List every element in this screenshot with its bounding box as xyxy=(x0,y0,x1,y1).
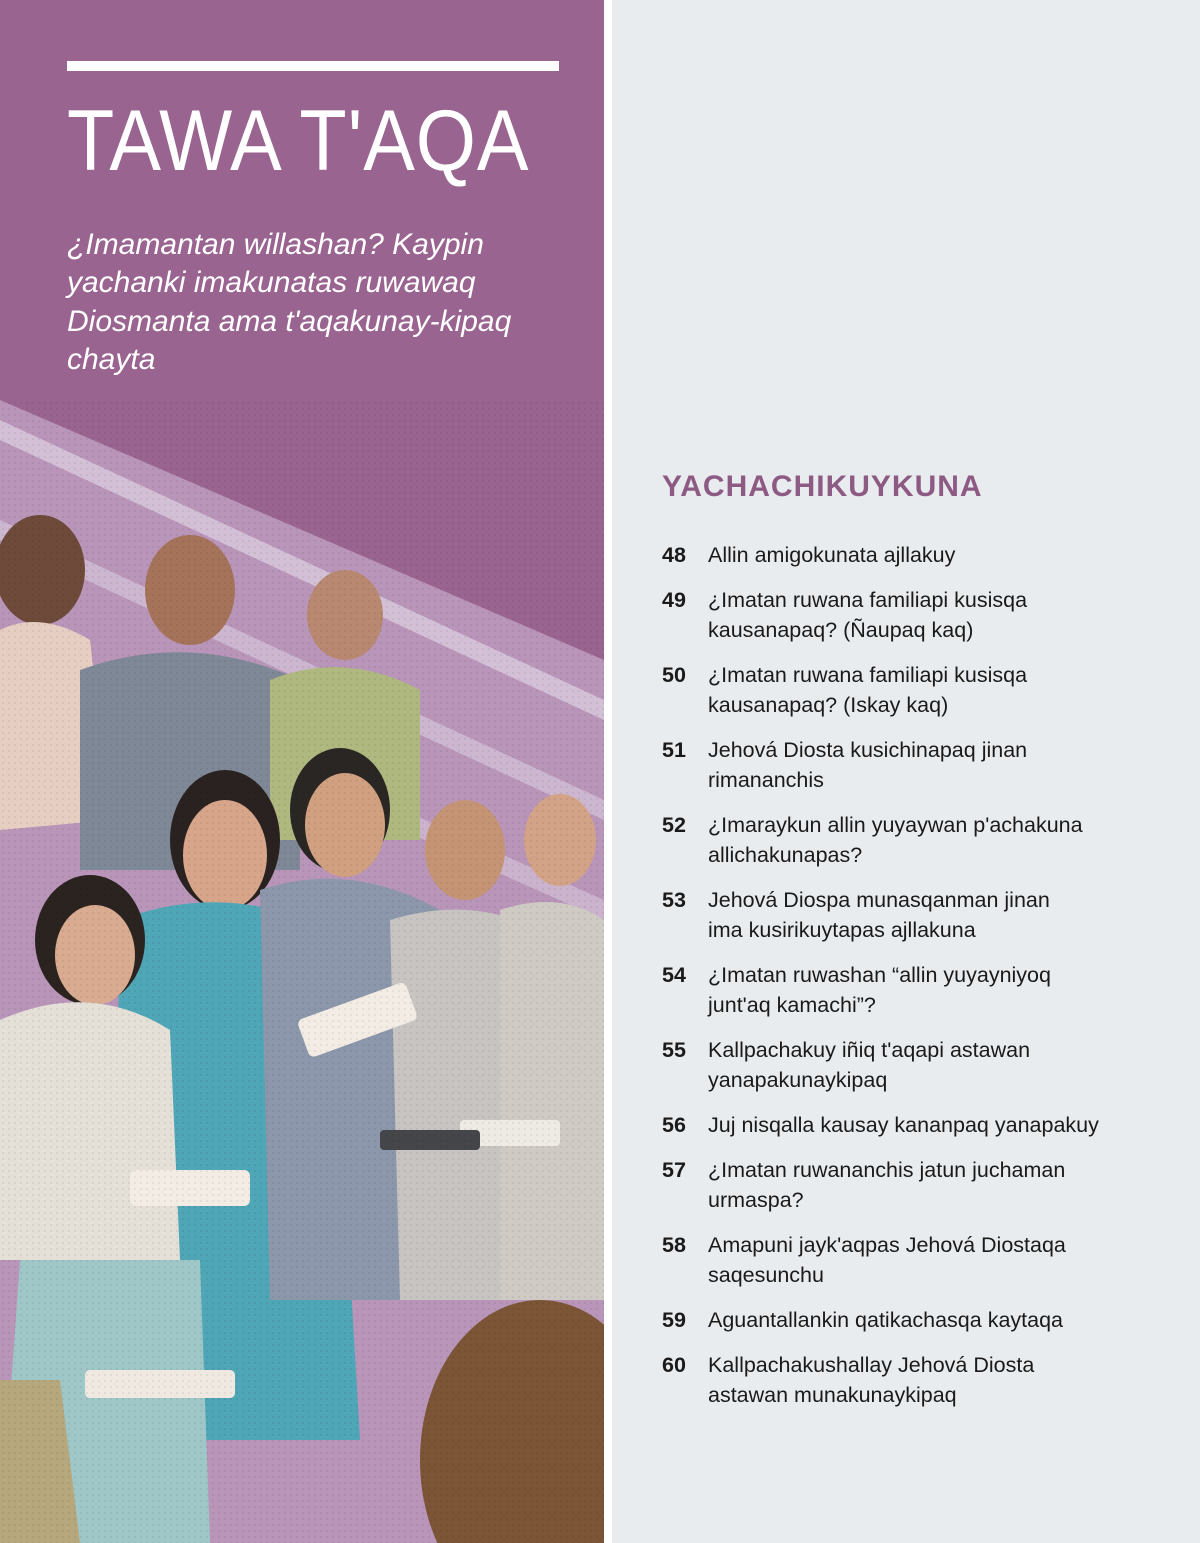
lesson-link[interactable] xyxy=(662,660,1182,720)
lesson-link[interactable] xyxy=(662,885,1182,945)
lesson-number: 55 xyxy=(662,1038,686,1062)
lesson-link[interactable] xyxy=(662,1350,1182,1410)
section-subtitle: ¿Imamantan willashan? Kaypin yachanki imakunatas ruwawaq Diosmanta ama t'aqakunay-kipaq chayta xyxy=(67,228,512,377)
lesson-number: 53 xyxy=(662,888,686,912)
lessons-list xyxy=(662,540,1182,1425)
lesson-number: 51 xyxy=(662,738,686,762)
lesson-link[interactable] xyxy=(662,810,1182,870)
lesson-link[interactable] xyxy=(662,1230,1182,1290)
page-gutter xyxy=(604,0,612,1543)
title-rule xyxy=(67,61,559,71)
lesson-title: ¿Imatan ruwananchis jatun juchaman urmaspa? xyxy=(708,1158,1066,1212)
lesson-number: 58 xyxy=(662,1233,686,1257)
lesson-title: Allin amigokunata ajllakuy xyxy=(708,543,956,567)
lesson-number: 59 xyxy=(662,1308,686,1332)
section-title: TAWA T'AQA xyxy=(67,93,530,189)
lesson-number: 57 xyxy=(662,1158,686,1182)
lesson-link[interactable] xyxy=(662,540,1182,570)
lesson-number: 50 xyxy=(662,663,686,687)
lesson-title: Kallpachakushallay Jehová Diosta astawan munakunaykipaq xyxy=(708,1353,1035,1407)
lesson-number: 60 xyxy=(662,1353,686,1377)
lesson-link[interactable] xyxy=(662,1305,1182,1335)
lesson-title: ¿Imatan ruwashan “allin yuyayniyoq junt'aq kamachi”? xyxy=(708,963,1051,1017)
lesson-number: 54 xyxy=(662,963,686,987)
lesson-title: Aguantallankin qatikachasqa kaytaqa xyxy=(708,1308,1064,1332)
lesson-number: 49 xyxy=(662,588,686,612)
lesson-title: Kallpachakuy iñiq t'aqapi astawan yanapakunaykipaq xyxy=(708,1038,1031,1092)
lesson-link[interactable] xyxy=(662,585,1182,645)
lessons-heading: YACHACHIKUYKUNA xyxy=(662,470,983,503)
lesson-link[interactable] xyxy=(662,1155,1182,1215)
lesson-number: 56 xyxy=(662,1113,686,1137)
lesson-title: Jehová Diospa munasqanman jinan ima kusirikuytapas ajllakuna xyxy=(708,888,1050,942)
lesson-title: ¿Imatan ruwana familiapi kusisqa kausanapaq? (Iskay kaq) xyxy=(708,663,1028,717)
lesson-link[interactable] xyxy=(662,1035,1182,1095)
lesson-link[interactable] xyxy=(662,735,1182,795)
lesson-title: ¿Imatan ruwana familiapi kusisqa kausanapaq? (Ñaupaq kaq) xyxy=(708,588,1028,642)
lesson-title: Jehová Diosta kusichinapaq jinan rimananchis xyxy=(708,738,1028,792)
lesson-link[interactable] xyxy=(662,960,1182,1020)
lesson-title: ¿Imaraykun allin yuyaywan p'achakuna allichakunapas? xyxy=(708,813,1083,867)
lesson-title: Amapuni jayk'aqpas Jehová Diostaqa saqesunchu xyxy=(708,1233,1066,1287)
lesson-title: Juj nisqalla kausay kananpaq yanapakuy xyxy=(708,1113,1099,1137)
lesson-number: 52 xyxy=(662,813,686,837)
lesson-number: 48 xyxy=(662,543,686,567)
lesson-link[interactable] xyxy=(662,1110,1182,1140)
congregation-illustration xyxy=(0,400,604,1543)
